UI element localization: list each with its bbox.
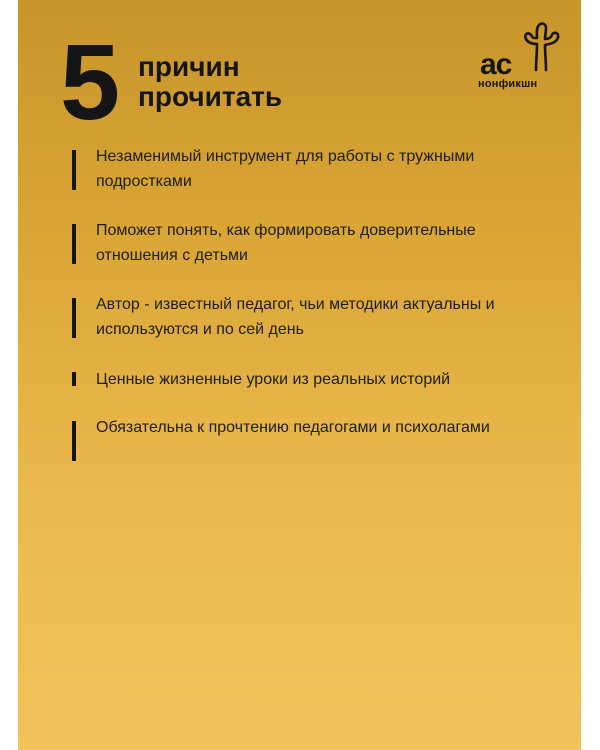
bullet-bar: [72, 224, 76, 264]
list-item: [72, 292, 552, 342]
big-number: 5: [60, 21, 119, 142]
title-line-1: причин: [138, 51, 240, 82]
publisher-logo: [478, 22, 562, 94]
logo-mark: ас: [480, 48, 512, 81]
reason-text: Обязательна к прочтению педагогами и психолагами: [96, 419, 490, 436]
bullet-bar: [72, 372, 76, 386]
list-item: [72, 415, 490, 440]
bullet-bar: [72, 298, 76, 338]
list-item: [72, 144, 552, 194]
bullet-bar: [72, 421, 76, 461]
title-line-2: прочитать: [138, 81, 283, 112]
reason-text: Автор - известный педагог, чьи методики актуальны и используются и по сей день: [96, 296, 495, 338]
reason-text: Незаменимый инструмент для работы с тружными подростками: [96, 148, 475, 190]
logo-subtitle: нонфикшн: [478, 78, 538, 90]
list-item: [72, 367, 450, 392]
cactus-icon: [522, 22, 562, 72]
reason-text: Ценные жизненные уроки из реальных историй: [96, 371, 451, 388]
infographic-card: [18, 0, 581, 750]
reason-text: Поможет понять, как формировать доверительные отношения с детьми: [96, 222, 476, 264]
list-item: [72, 218, 552, 268]
bullet-bar: [72, 150, 76, 190]
page-title: [138, 52, 282, 112]
